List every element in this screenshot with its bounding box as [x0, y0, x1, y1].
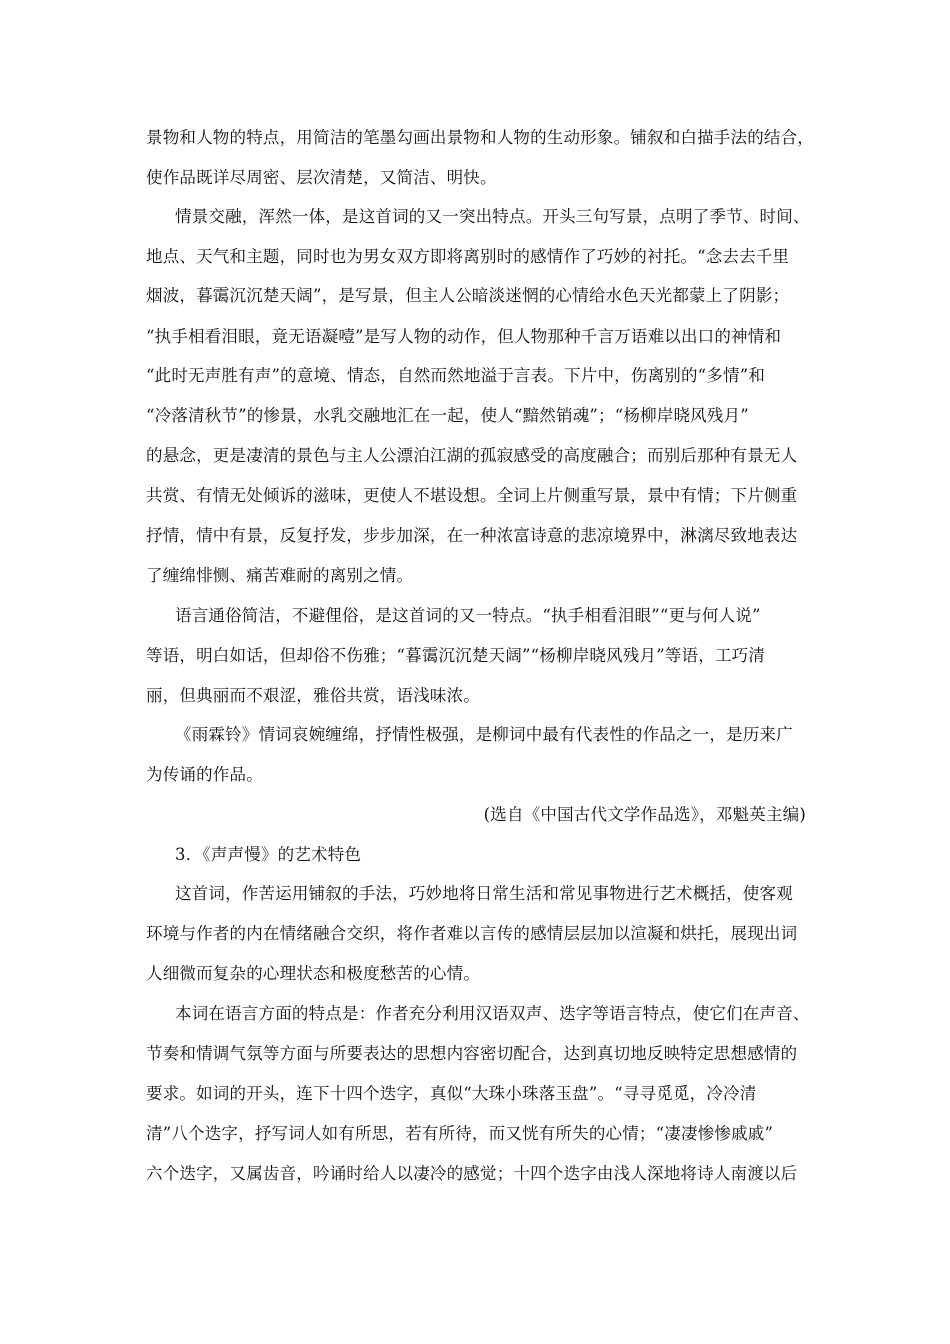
- paragraph-start-line: 这首词，作苦运用铺叙的手法，巧妙地将日常生活和常见事物进行艺术概括，使客观: [175, 884, 793, 903]
- text-line: 六个迭字，又属齿音，吟诵时给人以凄冷的感觉；十四个迭字由浅人深地将诗人南渡以后: [146, 1164, 798, 1183]
- text-line: 等语，明白如话，但却俗不伤雅；“暮霭沉沉楚天阔”“杨柳岸晓风残月”等语，工巧清: [146, 646, 766, 665]
- text-line: “执手相看泪眼，竟无语凝噎”是写人物的动作，但人物那种千言万语难以出口的神情和: [146, 327, 782, 346]
- text-line: 共赏、有情无处倾诉的滋味，更使人不堪设想。全词上片侧重写景，景中有情；下片侧重: [146, 486, 798, 505]
- section-heading: 3．《声声慢》的艺术特色: [175, 845, 362, 864]
- source-citation: (选自《中国古代文学作品选》，邓魁英主编): [483, 805, 806, 824]
- text-line: 的悬念，更是凄清的景色与主人公漂泊江湖的孤寂感受的高度融合；而别后那种有景无人: [146, 446, 798, 465]
- text-line: 了缠绵悱恻、痛苦难耐的离别之情。: [146, 566, 414, 585]
- text-line: 节奏和情调气氛等方面与所要表达的思想内容密切配合，达到真切地反映特定思想感情的: [146, 1044, 798, 1063]
- paragraph-start-line: 语言通俗简洁，不避俚俗，是这首词的又一特点。“执手相看泪眼”“更与何人说”: [175, 606, 761, 625]
- text-line: 为传诵的作品。: [146, 765, 263, 784]
- paragraph-start-line: 本词在语言方面的特点是：作者充分利用汉语双声、迭字等语言特点，使它们在声音、: [175, 1004, 810, 1023]
- text-line: 抒情，情中有景，反复抒发，步步加深，在一种浓富诗意的悲凉境界中，淋漓尽致地表达: [146, 526, 798, 545]
- text-line: 丽，但典丽而不艰涩，雅俗共赏，语浅味浓。: [146, 686, 480, 705]
- text-line: 环境与作者的内在情绪融合交织，将作者难以言传的感情层层加以渲凝和烘托，展现出词: [146, 924, 798, 943]
- text-line: 地点、天气和主题，同时也为男女双方即将离别时的感情作了巧妙的衬托。“念去去千里: [146, 247, 790, 266]
- text-line: 要求。如词的开头，连下十四个迭字，真似“大珠小珠落玉盘”。“寻寻觅觅，冷冷清: [146, 1084, 757, 1103]
- text-line: 清”八个迭字，抒写词人如有所思，若有所待，而又恍有所失的心情；“凄凄惨惨戚戚”: [146, 1124, 774, 1143]
- text-line: “冷落清秋节”的惨景，水乳交融地汇在一起，使人“黯然销魂”；“杨柳岸晓风残月”: [146, 406, 749, 425]
- text-line: 烟波，暮霭沉沉楚天阔”，是写景，但主人公暗淡迷惘的心情给水色天光都蒙上了阴影；: [146, 286, 790, 305]
- text-line: 景物和人物的特点，用简洁的笔墨勾画出景物和人物的生动形象。铺叙和白描手法的结合，: [146, 128, 814, 147]
- paragraph-start-line: 情景交融，浑然一体，是这首词的又一突出特点。开头三句写景，点明了季节、时间、: [175, 207, 810, 226]
- text-line: 使作品既详尽周密、层次清楚，又简洁、明快。: [146, 168, 497, 187]
- text-line: 人细微而复杂的心理状态和极度愁苦的心情。: [146, 964, 480, 983]
- paragraph-start-line: 《雨霖铃》情词哀婉缠绵，抒情性极强，是柳词中最有代表性的作品之一，是历来广: [175, 725, 793, 744]
- text-line: “此时无声胜有声”的意境、情态，自然而然地溢于言表。下片中，伤离别的“多情”和: [146, 366, 766, 385]
